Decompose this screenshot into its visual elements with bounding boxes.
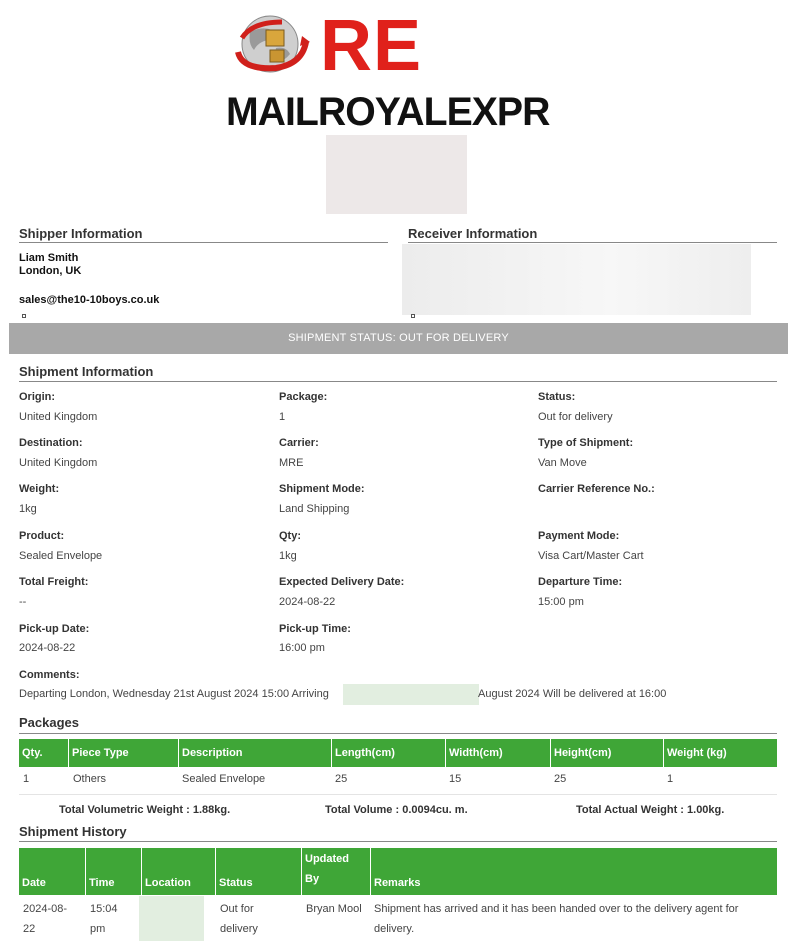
comments-text [19,688,329,700]
carrier-value: MRE [279,457,304,469]
shipment-info-divider [19,381,777,382]
qty-value: 1kg [279,550,297,562]
qty-label: Qty: [279,530,301,542]
total-volume: Total Volume : 0.0094cu. m. [325,804,468,816]
packages-table-header [19,739,777,767]
history-remarks [374,899,774,939]
history-remarks-line2: delivery. [374,923,415,935]
destination-label: Destination: [19,437,83,449]
weight-value: 1kg [19,503,37,515]
payment-mode-value: Visa Cart/Master Cart [538,550,644,562]
history-heading: Shipment History [19,824,127,839]
col-width: Width(cm) [446,739,551,767]
status-label: Status: [538,391,576,403]
table-row [19,895,777,941]
package-label: Package: [279,391,328,403]
shipper-divider [19,242,388,243]
col-updated-by-line2: By [305,873,320,885]
company-name: MAILROYALEXPR [226,90,550,134]
shipper-marker-icon [22,314,26,318]
history-location-redacted [139,896,204,941]
cell-qty: 1 [23,773,30,785]
shipper-heading: Shipper Information [19,226,143,241]
history-status [220,899,258,939]
col-qty: Qty. [19,739,69,767]
shipper-name: Liam Smith [19,252,79,264]
shipment-status-banner: SHIPMENT STATUS: OUT FOR DELIVERY [9,323,788,354]
cell-description: Sealed Envelope [182,773,266,785]
table-row [19,767,777,794]
history-status-line1: Out for [220,903,254,915]
history-date-line2: 22 [23,923,36,935]
receiver-heading: Receiver Information [408,226,538,241]
total-volumetric-weight: Total Volumetric Weight : 1.88kg. [59,804,231,816]
carrier-label: Carrier: [279,437,319,449]
logo-letters: RE [320,6,423,86]
col-date: Date [19,848,86,895]
col-updated-by [302,848,371,895]
product-value: Sealed Envelope [19,550,103,562]
history-table-header [19,848,777,895]
destination-value: United Kingdom [19,457,98,469]
col-description: Description [179,739,332,767]
history-remarks-line1: Shipment has arrived and it has been handed over to the delivery agent for [374,903,739,915]
col-location: Location [142,848,216,895]
origin-label: Origin: [19,391,56,403]
history-time-line1: 15:04 [90,903,118,915]
comments-label: Comments: [19,669,80,681]
departure-time-value: 15:00 pm [538,596,584,608]
comments-part-2: August 2024 Will be delivered at 16:00 [478,688,667,700]
col-length: Length(cm) [332,739,446,767]
expected-delivery-label: Expected Delivery Date: [279,576,405,588]
packages-row-divider [19,794,777,795]
shipment-type-value: Van Move [538,457,587,469]
globe-logo-icon [232,12,312,76]
col-updated-by-line1: Updated [305,853,349,865]
col-remarks: Remarks [374,877,421,889]
status-value: Out for delivery [538,411,613,423]
cell-piece-type: Others [73,773,107,785]
comments-part-1: Departing London, Wednesday 21st August 2024 15:00 Arriving [19,688,329,700]
cell-weight: 1 [667,773,674,785]
barcode-placeholder [326,135,467,214]
history-date-line1: 2024-08- [23,903,68,915]
shipment-type-label: Type of Shipment: [538,437,634,449]
packages-divider [19,733,777,734]
total-freight-label: Total Freight: [19,576,89,588]
receiver-details-redacted [402,244,751,315]
history-time [90,899,118,939]
carrier-ref-label: Carrier Reference No.: [538,483,655,495]
history-updated-by: Bryan Mool [306,903,362,915]
col-piece-type: Piece Type [69,739,179,767]
package-value: 1 [279,411,286,423]
col-weight: Weight (kg) [667,747,727,759]
col-time: Time [86,848,142,895]
cell-length: 25 [335,773,348,785]
history-date [23,899,67,939]
receiver-divider [408,242,777,243]
pickup-time-value: 16:00 pm [279,642,325,654]
cell-width: 15 [449,773,462,785]
origin-value: United Kingdom [19,411,98,423]
cell-height: 25 [554,773,567,785]
shipment-mode-label: Shipment Mode: [279,483,365,495]
history-divider [19,841,777,842]
comments-redacted [343,684,479,705]
pickup-date-label: Pick-up Date: [19,623,90,635]
shipper-email: sales@the10-10boys.co.uk [19,294,160,306]
payment-mode-label: Payment Mode: [538,530,620,542]
expected-delivery-value: 2024-08-22 [279,596,336,608]
history-time-line2: pm [90,923,106,935]
shipper-location: London, UK [19,265,82,277]
col-height: Height(cm) [551,739,664,767]
product-label: Product: [19,530,65,542]
col-status: Status [216,848,302,895]
weight-label: Weight: [19,483,60,495]
departure-time-label: Departure Time: [538,576,623,588]
header-logo [0,0,800,135]
shipment-mode-value: Land Shipping [279,503,350,515]
total-freight-value: -- [19,596,27,608]
history-status-line2: delivery [220,923,258,935]
receiver-marker-icon [411,314,415,318]
pickup-time-label: Pick-up Time: [279,623,351,635]
packages-heading: Packages [19,715,79,730]
total-actual-weight: Total Actual Weight : 1.00kg. [576,804,725,816]
pickup-date-value: 2024-08-22 [19,642,76,654]
shipment-info-heading: Shipment Information [19,364,154,379]
